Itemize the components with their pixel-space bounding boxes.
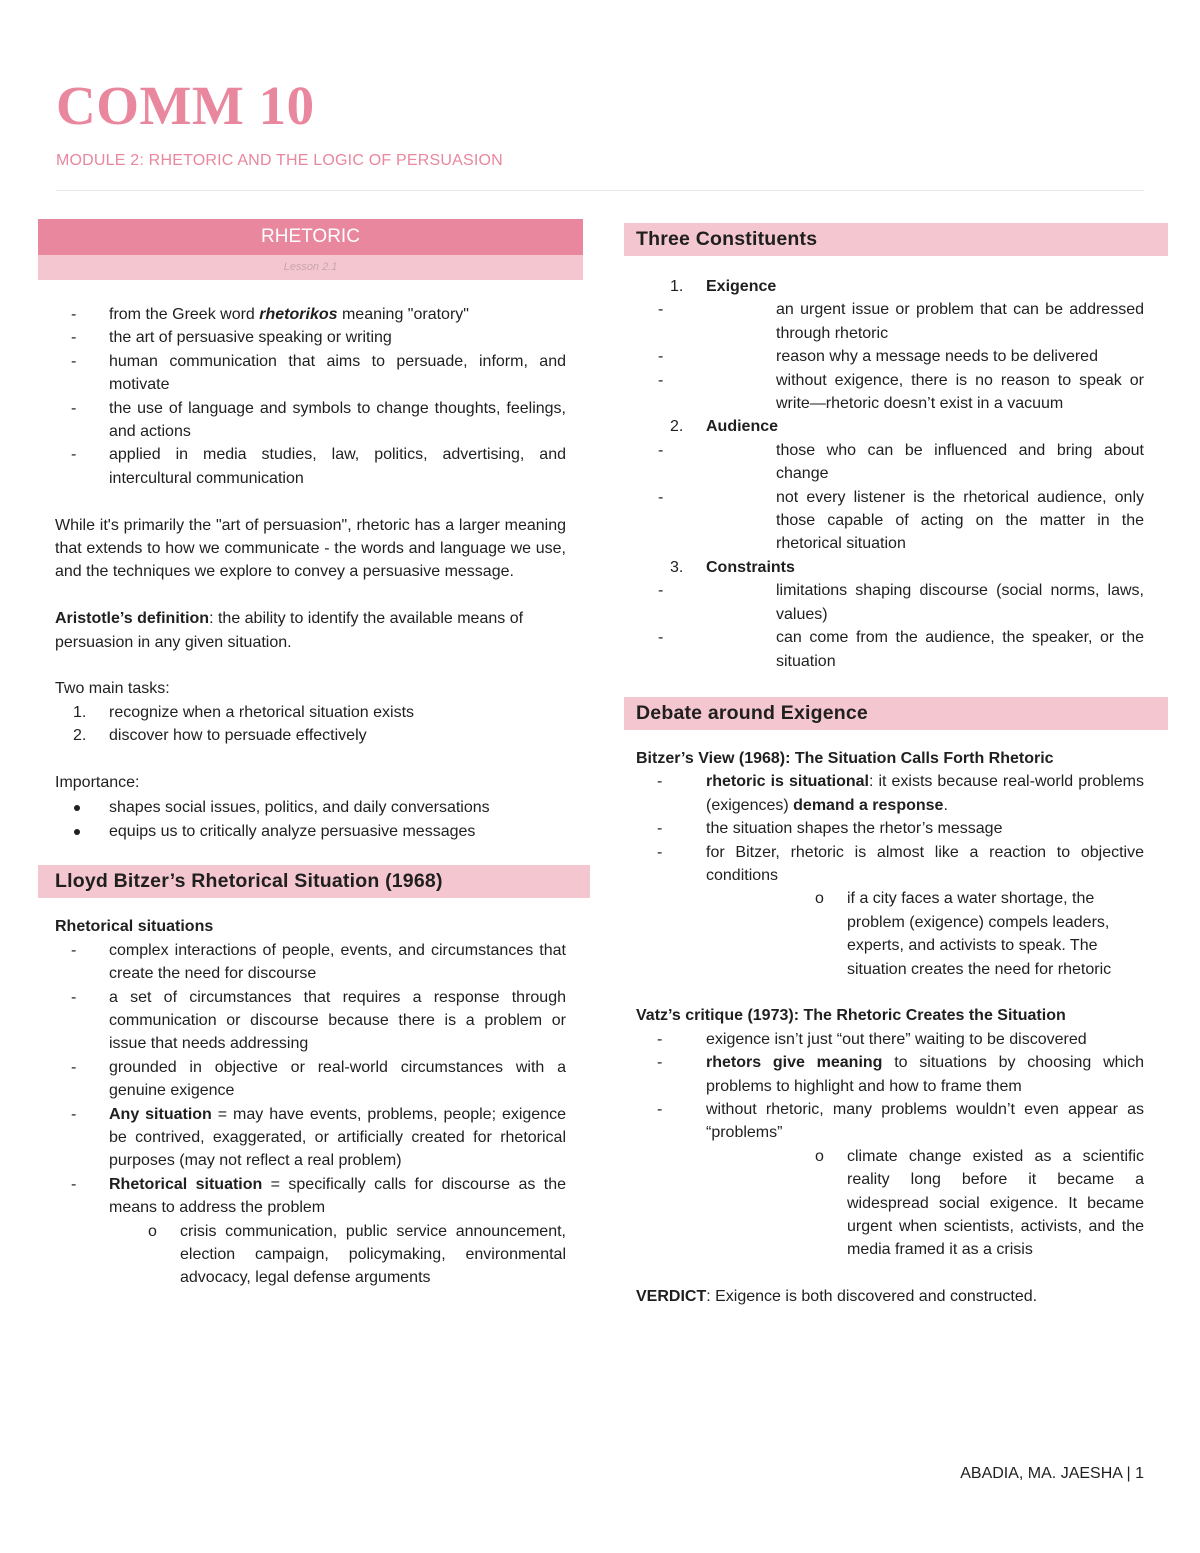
tasks-list xyxy=(38,701,590,748)
list-item: - without rhetoric, many problems wouldn’t even appear as “problems” o climate change existed as a scientific reality long before it became a widespread social exigence. It became urgent when scientists, activists, and the media framed it as a crisis xyxy=(624,1098,1144,1262)
list-item: 1. recognize when a rhetorical situation exists xyxy=(73,703,415,721)
list-item: 2. discover how to persuade effectively xyxy=(73,727,367,745)
importance-list xyxy=(38,796,590,843)
list-item: - Any situation = may have events, problems, people; exigence be contrived, exaggerated, or artificially created for rhetorical purposes (may not reflect a real problem) xyxy=(38,1103,566,1173)
list-item: - grounded in objective or real-world circumstances with a genuine exigence xyxy=(38,1056,566,1103)
rhetoric-bullets xyxy=(38,303,590,490)
list-item: - for Bitzer, rhetoric is almost like a reaction to objective conditions o if a city faces a water shortage, the problem (exigence) compels leaders, experts, and activists to speak. The situation creates the need for rhetoric xyxy=(624,841,1144,981)
list-item: - rhetors give meaning to situations by choosing which problems to highlight and how to frame them xyxy=(624,1051,1144,1098)
list-item: - human communication that aims to persuade, inform, and motivate xyxy=(38,350,566,397)
list-item: - the art of persuasive speaking or writing xyxy=(38,326,566,349)
list-item: - limitations shaping discourse (social norms, laws, values) xyxy=(624,579,1144,626)
list-item: equips us to critically analyze persuasive messages xyxy=(38,820,590,843)
lesson-band: Lesson 2.1 xyxy=(38,255,583,280)
rhetoric-band: RHETORIC xyxy=(38,219,583,255)
list-item: - those who can be influenced and bring about change xyxy=(624,439,1144,486)
list-item: shapes social issues, politics, and daily conversations xyxy=(38,796,590,819)
constraints-points xyxy=(624,579,1144,673)
constituents-heading: Three Constituents xyxy=(624,223,1168,256)
document-subtitle: MODULE 2: RHETORIC AND THE LOGIC OF PERSUASION xyxy=(56,152,503,169)
list-item: - not every listener is the rhetorical audience, only those capable of acting on the matter in the rhetorical situation xyxy=(624,486,1144,556)
bitzer-view-heading: Bitzer’s View (1968): The Situation Calls Forth Rhetoric xyxy=(636,749,1054,767)
audience-points xyxy=(624,439,1144,556)
left-column xyxy=(38,219,590,1290)
list-item: - exigence isn’t just “out there” waiting to be discovered xyxy=(624,1028,1144,1051)
list-item: - Rhetorical situation = specifically calls for discourse as the means to address the problem o crisis communication, public service announcement, election campaign, policymaking, environmental advocacy, legal defense arguments xyxy=(38,1173,566,1290)
list-item: - from the Greek word rhetorikos meaning "oratory" xyxy=(38,303,566,326)
importance-label: Importance: xyxy=(55,774,140,792)
header-divider xyxy=(56,190,1144,191)
bitzer-section-heading: Lloyd Bitzer’s Rhetorical Situation (1968) xyxy=(38,865,590,898)
list-item: 3. Constraints - limitations shaping discourse (social norms, laws, values) - can come from the audience, the speaker, or the situation xyxy=(624,556,1144,673)
verdict: VERDICT: Exigence is both discovered and constructed. xyxy=(636,1288,1038,1306)
list-item: - reason why a message needs to be delivered xyxy=(624,345,1144,368)
list-item: - complex interactions of people, events, and circumstances that create the need for discourse xyxy=(38,939,566,986)
bitzer-examples xyxy=(109,1220,566,1290)
list-item: - applied in media studies, law, politics, advertising, and intercultural communication xyxy=(38,443,566,490)
list-item: 1. Exigence - an urgent issue or problem that can be addressed through rhetoric - reason why a message needs to be delivered - without exigence, there is no reason to speak or write—rhetoric doesn’t exist in a vacuum xyxy=(624,275,1144,415)
rhetorical-situations-label: Rhetorical situations xyxy=(55,918,214,936)
tasks-label: Two main tasks: xyxy=(55,680,170,698)
list-item: o crisis communication, public service announcement, election campaign, policymaking, environmental advocacy, legal defense arguments xyxy=(148,1222,566,1287)
list-item: - rhetoric is situational: it exists because real-world problems (exigences) demand a response. xyxy=(624,770,1144,817)
vatz-example xyxy=(776,1145,1144,1262)
bitzer-view-example xyxy=(776,887,1144,981)
rhetoric-paragraph: While it's primarily the "art of persuasion", rhetoric has a larger meaning that extends to how we communicate - the words and language we use, and the techniques we explore to convey a persuasive message. xyxy=(55,516,566,581)
vatz-critique-heading: Vatz’s critique (1973): The Rhetoric Creates the Situation xyxy=(636,1007,1066,1025)
page-footer: ABADIA, MA. JAESHA | 1 xyxy=(960,1465,1144,1482)
list-item: - without exigence, there is no reason to speak or write—rhetoric doesn’t exist in a vacuum xyxy=(624,369,1144,416)
debate-heading: Debate around Exigence xyxy=(624,697,1168,730)
list-item: o if a city faces a water shortage, the problem (exigence) compels leaders, experts, and activists to speak. The situation creates the need for rhetoric xyxy=(815,890,1112,978)
list-item: - an urgent issue or problem that can be addressed through rhetoric xyxy=(624,298,1144,345)
list-item: - the use of language and symbols to change thoughts, feelings, and actions xyxy=(38,397,566,444)
list-item: - a set of circumstances that requires a response through communication or discourse because there is a problem or issue that needs addressing xyxy=(38,986,566,1056)
document-title: COMM 10 xyxy=(56,75,315,136)
right-column xyxy=(624,223,1168,1309)
bitzer-items xyxy=(38,939,590,1290)
bitzer-view-points xyxy=(624,770,1168,981)
list-item: 2. Audience - those who can be influenced and bring about change - not every listener is the rhetorical audience, only those capable of acting on the matter in the rhetorical situation xyxy=(624,415,1144,555)
list-item: o climate change existed as a scientific reality long before it became a widespread social exigence. It became urgent when scientists, activists, and the media framed it as a crisis xyxy=(815,1147,1144,1259)
exigence-points xyxy=(624,298,1144,415)
vatz-points xyxy=(624,1028,1168,1262)
aristotle-definition: Aristotle’s definition: the ability to identify the available means of persuasion in any given situation. xyxy=(55,610,524,651)
list-item: - the situation shapes the rhetor’s message xyxy=(624,817,1144,840)
list-item: - can come from the audience, the speaker, or the situation xyxy=(624,626,1144,673)
constituents-list xyxy=(624,275,1168,673)
